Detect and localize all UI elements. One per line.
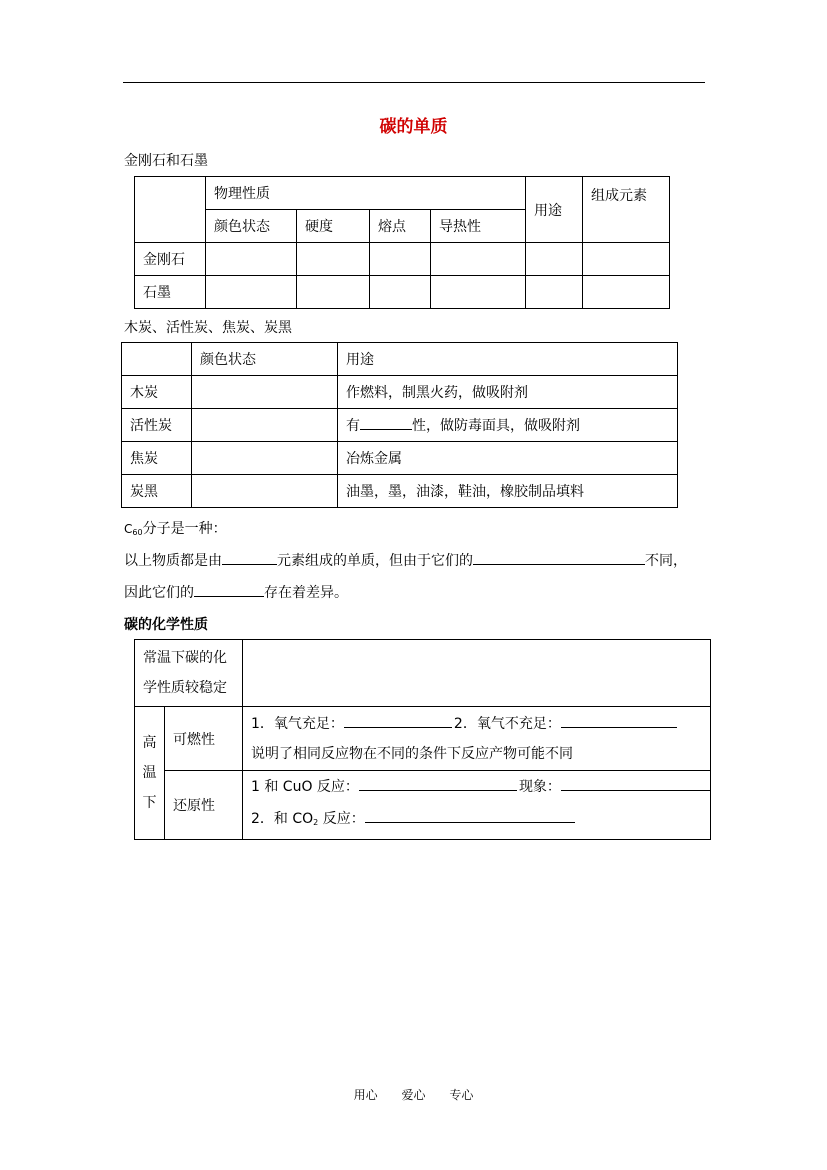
page-title: 碳的单质	[379, 117, 448, 137]
combustible-line-2: 说明了相同反应物在不同的条件下反应产物可能不同	[251, 745, 573, 762]
row-label-diamond: 金刚石	[135, 243, 206, 276]
sub-question: 现象：	[518, 779, 561, 795]
subscript: 2	[313, 818, 319, 827]
sub-question: 反应：	[318, 811, 365, 827]
fill-blank	[222, 550, 277, 565]
high-temp-char: 下	[142, 795, 157, 811]
chemical-properties-table	[134, 639, 711, 840]
row-label-carbon-black: 炭黑	[122, 475, 192, 508]
table-cell	[370, 276, 431, 309]
reducing-line-2	[251, 803, 710, 839]
composition-header: 组成元素	[583, 177, 670, 243]
high-temp-char: 高	[142, 735, 157, 751]
table-cell	[370, 243, 431, 276]
use-cell: 油墨，墨，油漆，鞋油，橡胶制品填料	[338, 475, 678, 508]
combustible-cell	[243, 707, 711, 771]
summary-text: 以上物质都是由	[124, 553, 222, 569]
hardness-header: 硬度	[297, 210, 370, 243]
sub-question: 1．氧气充足：	[251, 715, 344, 732]
fill-blank	[359, 776, 517, 791]
thermal-conductivity-header: 导热性	[431, 210, 526, 243]
table-cell	[192, 409, 338, 442]
c60-subscript: 60	[132, 528, 143, 537]
table-cell	[206, 276, 297, 309]
row-label-coke: 焦炭	[122, 442, 192, 475]
footer-text: 专心	[449, 1088, 474, 1102]
row-label-activated-carbon: 活性炭	[122, 409, 192, 442]
high-temp-char: 温	[142, 765, 157, 781]
section1-heading: 金刚石和石墨	[124, 153, 208, 169]
summary-line-2	[124, 582, 348, 602]
table-cell	[431, 276, 526, 309]
c60-text: 分子是一种：	[142, 521, 227, 537]
row-label-graphite: 石墨	[135, 276, 206, 309]
fill-blank	[561, 713, 677, 728]
table-cell	[583, 276, 670, 309]
corner-cell	[122, 343, 192, 376]
reducing-label: 还原性	[165, 771, 243, 840]
c60-line	[124, 518, 227, 538]
color-state-header: 颜色状态	[206, 210, 297, 243]
sub-question: 2．氧气不充足：	[453, 715, 561, 732]
footer-text: 用心	[353, 1088, 378, 1102]
table-cell	[192, 475, 338, 508]
melting-point-header: 熔点	[370, 210, 431, 243]
summary-line-1	[124, 550, 687, 570]
table-cell	[297, 276, 370, 309]
stable-label: 常温下碳的化学性质较稳定	[135, 640, 243, 707]
fill-blank	[344, 713, 452, 728]
table-cell	[192, 376, 338, 409]
header-rule	[123, 82, 705, 83]
table-cell	[526, 243, 583, 276]
table-cell	[431, 243, 526, 276]
use-header: 用途	[526, 177, 583, 243]
summary-text: 不同，	[645, 553, 687, 569]
table-cell	[526, 276, 583, 309]
fill-blank	[561, 776, 711, 791]
table-cell	[297, 243, 370, 276]
reducing-cell	[243, 771, 711, 840]
fill-blank	[365, 808, 575, 823]
use-prefix: 有	[346, 418, 360, 434]
footer-text: 爱心	[401, 1088, 426, 1102]
summary-text: 存在着差异。	[264, 585, 348, 601]
c60-symbol: C	[124, 522, 133, 536]
physical-header: 物理性质	[206, 177, 526, 210]
table-cell	[206, 243, 297, 276]
use-cell	[338, 409, 678, 442]
summary-text: 因此它们的	[124, 585, 194, 601]
diamond-graphite-table	[134, 176, 670, 309]
fill-blank	[473, 550, 645, 565]
summary-text: 元素组成的单质，但由于它们的	[277, 553, 473, 569]
use-cell: 冶炼金属	[338, 442, 678, 475]
use-cell: 作燃料，制黑火药，做吸附剂	[338, 376, 678, 409]
row-label-charcoal: 木炭	[122, 376, 192, 409]
carbon-forms-table	[121, 342, 678, 508]
use-suffix: 性，做防毒面具，做吸附剂	[412, 418, 580, 434]
section2-heading: 木炭、活性炭、焦炭、炭黑	[124, 320, 292, 336]
sub-question: 2．和 CO	[251, 811, 314, 827]
footer	[0, 1086, 827, 1103]
color-state-header: 颜色状态	[192, 343, 338, 376]
fill-blank	[194, 582, 264, 597]
table-cell	[192, 442, 338, 475]
combustible-line-1	[251, 709, 710, 739]
combustible-label: 可燃性	[165, 707, 243, 771]
use-header: 用途	[338, 343, 678, 376]
corner-cell	[135, 177, 206, 243]
sub-question: 1 和 CuO 反应：	[251, 779, 359, 795]
reducing-line-1	[251, 771, 710, 803]
table-cell	[243, 640, 711, 707]
high-temp-label	[135, 707, 165, 840]
table-cell	[583, 243, 670, 276]
section3-heading: 碳的化学性质	[124, 617, 208, 633]
fill-blank	[360, 415, 412, 430]
